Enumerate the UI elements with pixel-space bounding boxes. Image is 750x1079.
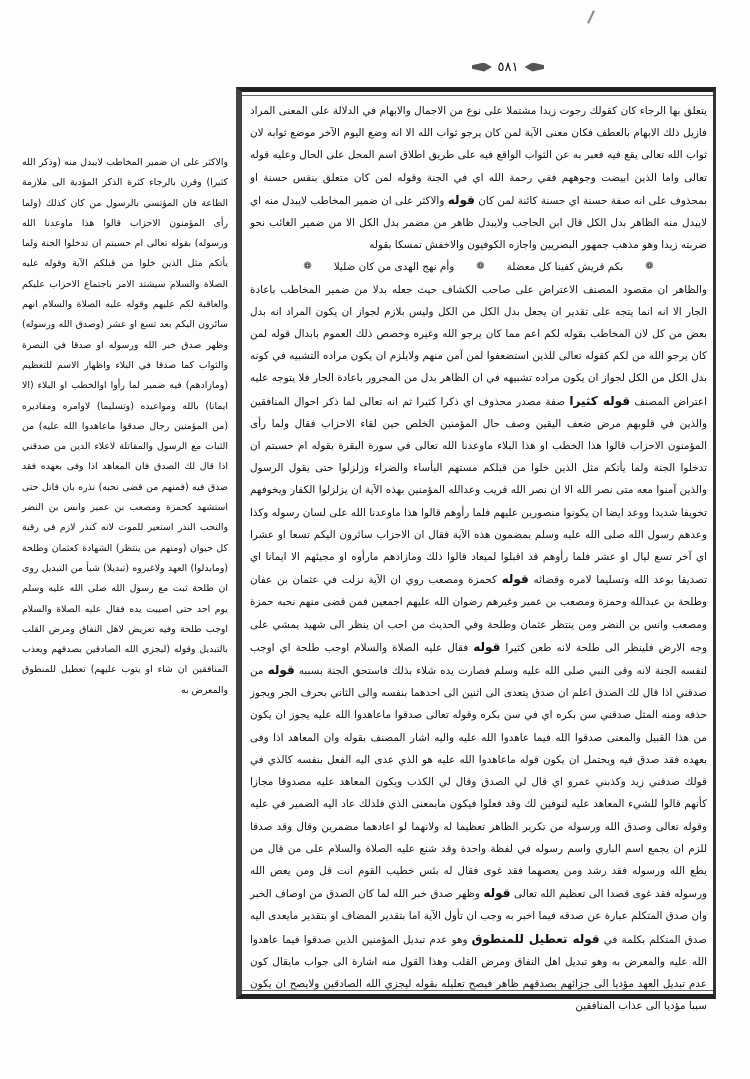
qawluhu-marker: قوله كثيرا — [569, 393, 631, 408]
lemma-quote: من صدقني اذا قال لك الصدق — [250, 665, 707, 700]
paragraph-text: لما كان الصدق من اوصاف الخبر وان صدق المتكلم عبارة عن صدقه فيما اخبر به وجب ان تأول الآية اما بتقدير المضاف او بتقدير مايعدى اليه صدق المتكلم بكلمة في — [250, 888, 708, 946]
poetry-verse — [250, 256, 707, 278]
pen-mark — [587, 10, 595, 24]
star-ornament-icon: ❁ — [476, 261, 485, 273]
verse-hemistich-1: بكم قريش كفينا كل معضلة — [506, 261, 624, 274]
qawluhu-marker: قوله — [501, 572, 529, 587]
margin-gloss — [22, 153, 228, 893]
paragraph — [250, 279, 707, 1018]
ornament-left-icon — [524, 63, 544, 72]
qawluhu-marker: قوله — [447, 192, 475, 207]
paragraph-text: روي ان الآية نزلت في عثمان بن عفان وطلحة بن عبدالله وحمزة ومصعب بن عمير وغيرهم رضوان الله عليهم اجمعين فمن قضى منهم نحبه حمزة ومصعب وانس بن النضر ومن ينتظر عثمان وطلحة وفي الحديث من احب ان ينظر الى شهيد يمشي على وجه الارض فلينظر الى طلحة لانه طعن كثيرا — [250, 574, 708, 654]
qawluhu-marker: قوله تعطيل للمنطوق — [471, 931, 600, 946]
paragraph-text: اي اوجب لنفسه الجنة لانه وقى النبي صلى الله عليه وسلم فصارت يده شلاء بذلك فاستحق الجنة بسببه — [250, 641, 707, 678]
margin-gloss-text: والاكثر على ان ضمير المخاطب لايبدل منه (وذكر الله كثيرا) وقرن بالرجاء كثرة الذكر المؤدية الى ملازمة الطاعة فان المؤتسي بالرسول من كان كذلك (ولما رأى المؤمنون الاحزاب قالوا هذا ماوعدنا الله ورسوله) بقوله تعالى ام حسبتم ان تدخلوا الجنة ولما يأتكم مثل الذين خلوا من قبلكم الآية وقوله عليه الصلاة والسلام سيشتد الامر باجتماع الاحزاب عليكم والعاقبة لكم عليهم وقوله عليه الصلاة والسلام انهم سائرون اليكم بعد تسع او عشر (وصدق الله ورسوله) وظهر صدق خبر الله ورسوله او صدقا في النصرة والثواب كما صدقا في البلاء واظهار الاسم للتعظيم (ومازادهم) فيه ضمير لما رأوا اوالخطب او البلاء (الا ايمانا) بالله ومواعيده (وتسليما) لاوامره ومقاديره (من المؤمنين رجال صدقوا ماعاهدوا الله عليه) من الثبات مع الرسول والمقاتلة لاعلاء الدين من صدقني اذا قال لك الصدق فان المعاهد اذا وفى بعهده فقد صدق فيه (فمنهم من قضى نحبه) نذره بان قاتل حتى استشهد كحمزة ومصعب بن عمير وانس بن النضر والنحب النذر استعير للموت لانه كنذر لازم في رقبة كل حيوان (ومنهم من ينتظر) الشهادة كعثمان وطلحة (ومابدلوا) العهد ولاغيروه (تبديلا) شيأ من التبديل روى ان طلحة ثبت مع رسول الله صلى الله عليه وسلم يوم احد حتى اصيبت يده فقال عليه الصلاة والسلام اوجب طلحة وفيه تعريض لاهل النفاق ومرض القلب بالتبديل وقوله (ليجزي الله الصادقين بصدقهم ويعذب المنافقين ان شاء او يتوب عليهم) تعطيل للمنطوق والمعرض به — [22, 157, 228, 696]
paragraph-text: وهو عدم تبديل المؤمنين الذين صدقوا فيما عاهدوا الله عليه والمعرض به وهو تبديل اهل النفاق ومرض القلب وهذا القول منه اشارة الى جواب مايقال كون عدم تبديل العهد مؤديا الى جزائهم بصدقهم ظاهر فيصح تعليله بقوله ليجزي الله الصادقين ولايصح ان يكون سببا مؤديا الى عذاب المنافقين — [250, 933, 707, 1013]
lemma-quote: وظهر صدق خبر الله — [393, 888, 480, 901]
star-ornament-icon: ❁ — [645, 261, 654, 273]
paragraph-text: اي لايبدل منه الظاهر بدل الكل قال ابن الحاجب ولايبدل ظاهر من مضمر بدل الكل الا من ضمير الغائب نحو ضربته زيدا وهو مذهب جمهور البصريين واجازه الكوفيون والاخفش تمسكا بقوله — [250, 194, 707, 252]
page-number-header — [458, 57, 558, 77]
paragraph — [250, 100, 707, 256]
paragraph-text: يتعلق بها الرجاء كان كقولك رجوت زيدا مشتملا على نوع من الاجمال والابهام في الدلالة على المعنى المراد فازيل ذلك الابهام بالعطف فكان معنى الآية لمن كان يرجو ثواب الله الا انه وضع اليوم الآخر موضع ثوابه لان ثواب الله تعالى يقع فيه فعبر به عن الثواب الواقع فيه على طريق اطلاق اسم المحل على الحال وعليه قوله تعالى واما الذين ابيضت وجوههم ففي رحمة الله اي في الجنة وقوله لمن كان متعلق بنفس حسنة او بمحذوف على انه صفة حسنة اي حسنة كائنة لمن كان — [250, 105, 707, 207]
qawluhu-marker: قوله — [483, 886, 511, 901]
ornament-right-icon — [472, 63, 492, 72]
paragraph-text: صفة مصدر محذوف اي ذكرا كثيرا ثم انه تعالى لما ذكر احوال المنافقين والذين في قلوبهم مرض ضعف اليقين وصف حال المؤمنين الخلص حين لقاء الاحزاب فقال ولما رأى المؤمنون الاحزاب قالوا هذا الخطب او هذا البلاء ماوعدنا الله تعالى في سورة البقرة بقوله ام حسبتم ان تدخلوا الجنة ولما يأتكم مثل الذين خلوا من قبلكم مستهم البأساء والضراء وزلزلوا حتى يقول الرسول والذين آمنوا معه متى نصر الله الا ان نصر الله قريب وعدالله المؤمنين بهذه الآية ان يزلزلوا الكفار ويخوفهم تخويفا شديدا ووعد ايضا ان يكونوا منصورين عليهم فلما رأوهم قالوا هذا ماوعدنا الله على لسان رسوله وكذا وعدهم رسول الله صلى الله عليه وسلم بمضمون هذه الآية فقال ان الاحزاب سائرون اليكم تسعا او عشرا اي آخر تسع ليال او عشر فلما رأوهم قد اقبلوا لميعاد قالوا ذلك ومازادهم مارأوه او مجيئهم الا ايمانا اي تصديقا بوعد الله وتسليما لامره وقضائه — [250, 395, 707, 587]
star-ornament-icon: ❁ — [303, 261, 312, 273]
lemma-quote: فقال عليه الصلاة والسلام اوجب طلحة — [295, 641, 469, 654]
verse-hemistich-2: وأم نهج الهدى من كان ضليلا — [333, 261, 455, 274]
qawluhu-marker: قوله — [267, 663, 295, 678]
qawluhu-marker: قوله — [473, 639, 501, 654]
lemma-quote: كحمزة ومصعب — [428, 574, 497, 587]
page-number: ٥٨١ — [497, 59, 519, 75]
lemma-quote: والاكثر على ان ضمير المخاطب لايبدل منه — [264, 194, 445, 207]
main-text-body — [250, 100, 708, 1013]
paragraph-text: اعلم ان صدق يتعدى الى اثنين الى احدهما بنفسه والى الثاني بحرف الجر ويجوز حذفه ومنه المثل صدقني سن بكره اي في سن بكره وقوله تعالى صدقوا ماعاهدوا الله عليه يجوز ان يكون من هذا القبيل والمعنى صدقوا الله فيما عاهدوا الله عليه واليه اشار المصنف بقوله وان المعاهد اذا وفى بعهده فقد صدق فيه ويحتمل ان يكون قوله ماعاهدوا الله عليه هو الذي عدى اليه الفعل بنفسه كالذي في قولك صدقني زيد وكذبني عمرو اي قال لي الصدق وقال لي الكذب ويكون المعاهد عليه مصدوقا مجازا كأنهم قالوا للشيء المعاهد عليه لنوفين لك وقد فعلوا فيكون مابمعنى الذي فلذلك عاد اليه الضمير في عليه وقوله تعالى وصدق الله ورسوله من تكرير الظاهر تعظيما له ولانهما لو اعادهما مضمرين وقال وقد صدقا للزم ان يجمع اسم الباري واسم رسوله في لفظة واحدة وقد شنع عليه الصلاة والسلام على من قال من يطع الله ورسوله فقد رشد ومن يعصهما فقد غوى فقال له بئس خطيب القوم انت قل ومن يعص الله ورسوله فقد غوى قصدا الى تعظيم الله تعالى — [250, 687, 708, 901]
paragraph-text: والظاهر ان مقصود المصنف الاعتراض على صاحب الكشاف حيث جعله بدلا من ضمير المخاطب باعادة الجار الا انه انما يتجه على تقدير ان يجعل بدل الكل من الكل وليس بلازم لجواز ان يكون المراد انه بدل بعض من كل لان المخاطب بقوله لكم اعم مما كان يرجو الله وغيره وخصص ذلك العموم بابدال قوله لمن كان يرجو الله من لكم كقوله تعالى للذين استضعفوا لمن آمن منهم ولايلزم ان يكون مراده التشبيه في كونه بدل الكل من الكل لجواز ان يكون مراده تشبيهه في ان الظاهر بدل من المجرور باعادة الجار فلا يتوجه عليه اعتراض المصنف — [250, 283, 708, 408]
main-text-frame — [236, 87, 716, 1013]
